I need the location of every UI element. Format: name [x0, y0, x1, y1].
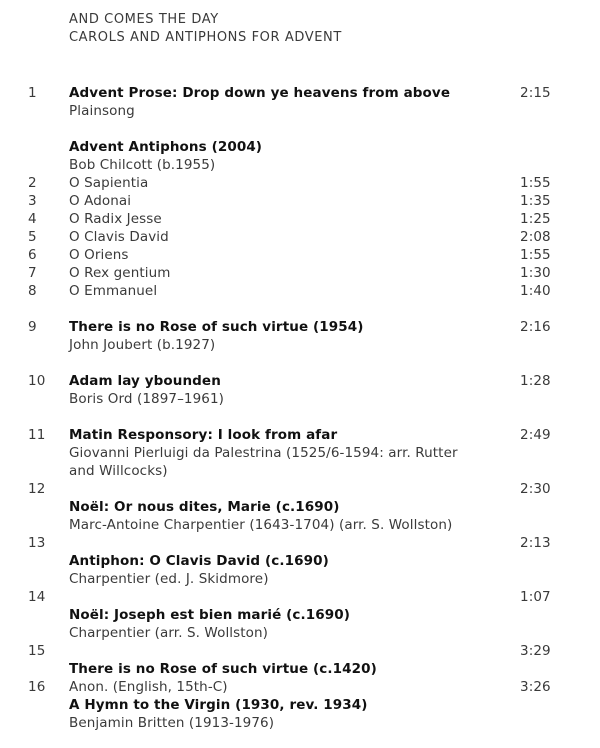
track-number: 16 [28, 679, 46, 695]
track-composer: Charpentier (ed. J. Skidmore) [69, 571, 269, 587]
track-composer: Marc-Antoine Charpentier (1643-1704) (arr. S. Wollston) [69, 517, 453, 533]
track-number: 1 [28, 85, 37, 101]
track-title: Antiphon: O Clavis David (c.1690) [69, 553, 329, 569]
track-number: 9 [28, 319, 37, 335]
track-duration: 1:30 [520, 265, 551, 281]
track-duration: 2:16 [520, 319, 551, 335]
track-duration: 1:35 [520, 193, 551, 209]
track-title: There is no Rose of such virtue (1954) [69, 319, 364, 335]
track-composer: John Joubert (b.1927) [69, 337, 216, 353]
track-number: 6 [28, 247, 37, 263]
track-duration: 2:15 [520, 85, 551, 101]
album-title: AND COMES THE DAY [69, 12, 219, 27]
track-duration: 2:08 [520, 229, 551, 245]
track-duration: 1:28 [520, 373, 551, 389]
track-number: 13 [28, 535, 46, 551]
track-composer: O Clavis David [69, 229, 169, 245]
track-number: 15 [28, 643, 46, 659]
track-composer: Bob Chilcott (b.1955) [69, 157, 216, 173]
track-duration: 2:49 [520, 427, 551, 443]
track-composer: Giovanni Pierluigi da Palestrina (1525/6-1594: arr. Rutter [69, 445, 458, 461]
track-duration: 2:13 [520, 535, 551, 551]
track-composer: Plainsong [69, 103, 135, 119]
track-composer: and Willcocks) [69, 463, 168, 479]
track-number: 3 [28, 193, 37, 209]
track-duration: 3:26 [520, 679, 551, 695]
track-title: There is no Rose of such virtue (c.1420) [69, 661, 377, 677]
track-title: A Hymn to the Virgin (1930, rev. 1934) [69, 697, 368, 713]
track-duration: 1:55 [520, 175, 551, 191]
track-duration: 1:40 [520, 283, 551, 299]
track-composer: O Emmanuel [69, 283, 158, 299]
track-composer: Benjamin Britten (1913-1976) [69, 715, 275, 731]
track-number: 7 [28, 265, 37, 281]
track-number: 12 [28, 481, 46, 497]
track-number: 2 [28, 175, 37, 191]
track-title: Advent Antiphons (2004) [69, 139, 263, 155]
track-duration: 1:25 [520, 211, 551, 227]
track-title: Matin Responsory: I look from afar [69, 427, 338, 443]
track-composer: O Radix Jesse [69, 211, 162, 227]
track-duration: 1:55 [520, 247, 551, 263]
track-composer: O Sapientia [69, 175, 149, 191]
track-title: Adam lay ybounden [69, 373, 221, 389]
track-title: Noël: Joseph est bien marié (c.1690) [69, 607, 350, 623]
track-composer: O Rex gentium [69, 265, 171, 281]
album-subtitle: CAROLS AND ANTIPHONS FOR ADVENT [69, 30, 342, 45]
track-duration: 1:07 [520, 589, 551, 605]
track-composer: O Adonai [69, 193, 132, 209]
track-duration: 3:29 [520, 643, 551, 659]
track-number: 14 [28, 589, 46, 605]
track-composer: Boris Ord (1897–1961) [69, 391, 225, 407]
track-number: 10 [28, 373, 46, 389]
track-number: 5 [28, 229, 37, 245]
track-title: Advent Prose: Drop down ye heavens from above [69, 85, 451, 101]
track-duration: 2:30 [520, 481, 551, 497]
track-title: Noël: Or nous dites, Marie (c.1690) [69, 499, 340, 515]
track-composer: Anon. (English, 15th-C) [69, 679, 228, 695]
track-composer: Charpentier (arr. S. Wollston) [69, 625, 269, 641]
track-number: 11 [28, 427, 46, 443]
track-number: 8 [28, 283, 37, 299]
track-number: 4 [28, 211, 37, 227]
track-composer: O Oriens [69, 247, 129, 263]
